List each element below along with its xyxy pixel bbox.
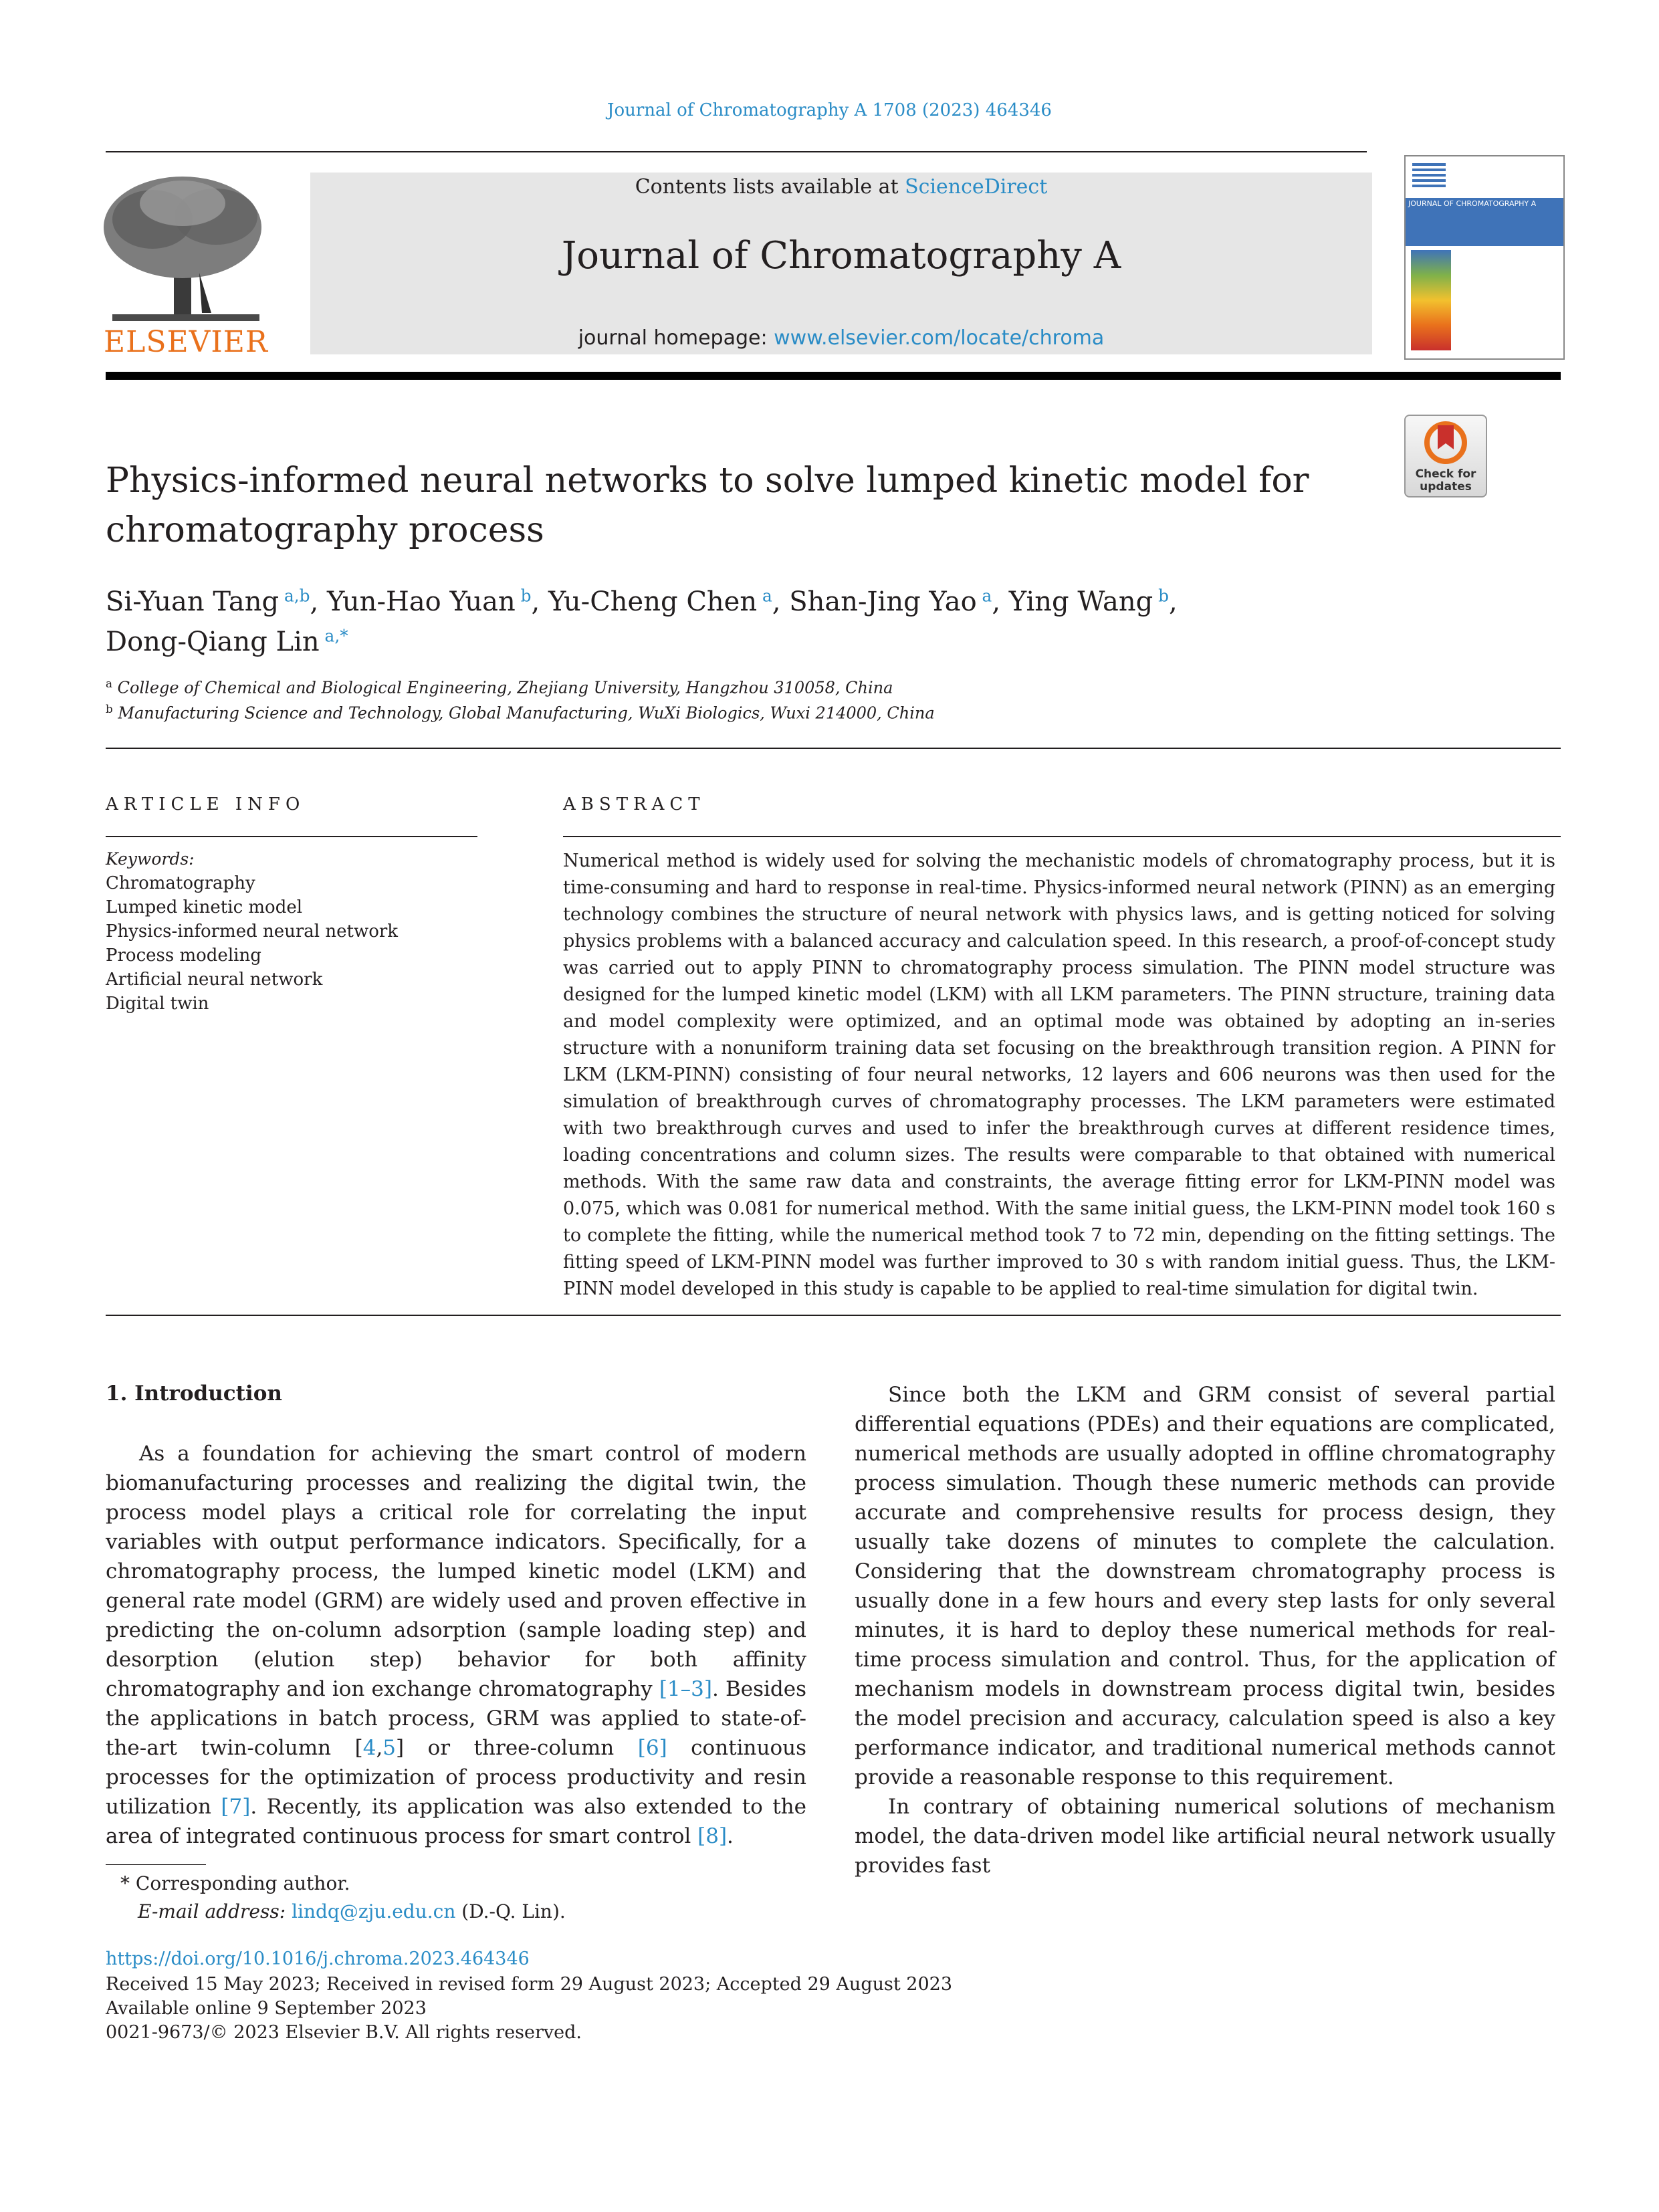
- journal-cover-image: [1404, 155, 1565, 360]
- tree-icon: [99, 173, 273, 326]
- elsevier-wordmark: ELSEVIER: [103, 325, 268, 359]
- text: . Recently, its application was also extended to the area of integrated continuous process for smart control: [106, 1795, 806, 1848]
- author-list: Si-Yuan Tang $^{a,b}$, Yun-Hao Yuan $^b$, Yu-Cheng Chen $^a$, Shan-Jing Yao $^a$, Ying Wang $^b$, Dong-Qiang Lin $^{a,*}$: [106, 586, 1178, 657]
- homepage-line: [310, 326, 1372, 350]
- footnote-rule: [106, 1864, 206, 1865]
- keyword: Artificial neural network: [106, 970, 323, 990]
- affiliation-rule: [106, 748, 1561, 749]
- intro-paragraph-1: [106, 1439, 806, 1851]
- affiliation-label: b: [106, 702, 113, 715]
- sciencedirect-link[interactable]: ScienceDirect: [905, 175, 1048, 199]
- intro-paragraph-2: Since both the LKM and GRM consist of several partial differential equations (PDEs) and their equations are complicated, numerical methods are usually adopted in offline chromatography process simulation. Though these numeric methods can provide accurate and comprehensive results for process design, they usually take dozens of minutes to complete the calculation. Considering that the downstream chromatography process is usually done in a few hours and every step lasts for only several minutes, it is hard to deploy these numerical methods for real-time process simulation and control. Thus, for the application of mechanism models in downstream process digital twin, besides the model precision and accuracy, calculation speed is also a key performance indicator, and traditional numerical methods cannot provide a reasonable response to this requirement.: [855, 1383, 1555, 1789]
- email-suffix: (D.-Q. Lin).: [461, 1900, 566, 1922]
- citation-link[interactable]: 4: [362, 1736, 376, 1760]
- received-dates: Received 15 May 2023; Received in revised form 29 August 2023; Accepted 29 August 2023: [106, 1974, 952, 1995]
- affiliation-b: [106, 702, 1176, 722]
- available-online: Available online 9 September 2023: [106, 1998, 427, 2019]
- keyword: Digital twin: [106, 994, 209, 1014]
- elsevier-logo: [99, 173, 273, 359]
- affiliation-text: College of Chemical and Biological Engineering, Zhejiang University, Hangzhou 310058, China: [117, 678, 893, 697]
- contents-line: [310, 175, 1372, 199]
- article-info-rule: [106, 836, 477, 837]
- text: continuous processes for the optimization of process productivity and resin utilization: [106, 1736, 807, 1819]
- cover-stripes: [1412, 163, 1446, 190]
- author-name: Yu-Cheng Chen: [548, 586, 758, 617]
- text: ,: [376, 1736, 383, 1760]
- affiliation-label: a: [106, 677, 113, 690]
- abstract-bottom-rule: [106, 1315, 1561, 1316]
- keyword: Chromatography: [106, 873, 255, 893]
- intro-left-column: [106, 1439, 806, 1851]
- affiliation-marker[interactable]: b: [515, 586, 532, 606]
- article-info-heading: ARTICLE INFO: [106, 794, 306, 814]
- abstract-heading: ABSTRACT: [563, 794, 705, 814]
- keyword: Lumped kinetic model: [106, 897, 303, 917]
- text: As a foundation for achieving the smart control of modern biomanufacturing processes and realizing the digital twin, the process model plays a critical role for correlating the input variables with output performance indicators. Specifically, for a chromatography process, the lumped kinetic model (LKM) and general rate model (GRM) are widely used and proven effective in predicting the on-column adsorption (sample loading step) and desorption (elution step) behavior for both affinity chromatography and ion exchange chromatography: [106, 1442, 806, 1701]
- author-name: Si-Yuan Tang: [106, 586, 280, 617]
- affiliation-marker[interactable]: a: [976, 586, 992, 606]
- affiliation-a: [106, 677, 1176, 697]
- homepage-prefix: journal homepage:: [578, 326, 768, 350]
- citation-link[interactable]: [8]: [697, 1824, 728, 1848]
- citation-link[interactable]: [1–3]: [659, 1677, 712, 1701]
- intro-paragraph-3: In contrary of obtaining numerical solutions of mechanism model, the data-driven model like artificial neural network usually provides fast: [855, 1795, 1555, 1878]
- copyright-line: 0021-9673/© 2023 Elsevier B.V. All rights reserved.: [106, 2022, 582, 2043]
- author-name: Shan-Jing Yao: [789, 586, 977, 617]
- article-title: Physics-informed neural networks to solve lumped kinetic model for chromatography process: [106, 461, 1309, 550]
- header-thick-rule: [106, 372, 1561, 380]
- keywords-label: Keywords:: [106, 849, 195, 869]
- author-name: Dong-Qiang Lin: [106, 627, 320, 657]
- affiliation-marker[interactable]: a,: [319, 626, 340, 646]
- email-link[interactable]: lindq@zju.edu.cn: [292, 1900, 456, 1922]
- cover-title: JOURNAL OF CHROMATOGRAPHY A: [1408, 199, 1537, 208]
- citation-link[interactable]: 5: [382, 1736, 397, 1760]
- corresponding-author-marker[interactable]: *: [340, 626, 348, 646]
- contents-prefix: Contents lists available at: [635, 175, 899, 199]
- doi-link[interactable]: [106, 1949, 530, 1969]
- header-rule: [106, 151, 1367, 152]
- affiliation-marker[interactable]: a: [757, 586, 772, 606]
- journal-reference[interactable]: Journal of Chromatography A 1708 (2023) 464346: [607, 100, 1052, 120]
- affiliation-marker[interactable]: b: [1153, 586, 1169, 606]
- cover-color-bars: [1411, 250, 1451, 350]
- affiliation-text: Manufacturing Science and Technology, Global Manufacturing, WuXi Biologics, Wuxi 214000, China: [118, 703, 935, 723]
- abstract-rule: [563, 836, 1561, 837]
- citation-link[interactable]: [7]: [221, 1795, 251, 1819]
- email-label: E-mail address:: [138, 1900, 286, 1922]
- text: ] or three-column: [396, 1736, 638, 1760]
- journal-title: Journal of Chromatography A: [561, 234, 1121, 278]
- text: . Besides the applications in batch process, GRM was applied to state-of-the-art twin-column [: [106, 1677, 806, 1760]
- check-updates-label: Check for updates: [1415, 467, 1476, 493]
- check-for-updates-button[interactable]: [1404, 415, 1487, 497]
- keyword: Physics-informed neural network: [106, 921, 399, 942]
- affiliation-marker[interactable]: a,b: [279, 586, 310, 606]
- bookmark-icon: [1406, 416, 1486, 465]
- citation-link[interactable]: [6]: [637, 1736, 667, 1760]
- corresponding-author-note: * Corresponding author.: [120, 1872, 350, 1894]
- email-line: [138, 1900, 566, 1922]
- intro-right-column: [855, 1380, 1555, 1880]
- homepage-link[interactable]: www.elsevier.com/locate/chroma: [774, 326, 1105, 350]
- author-name: Yun-Hao Yuan: [326, 586, 516, 617]
- abstract-text: Numerical method is widely used for solving the mechanistic models of chromatography process, but it is time-consuming and hard to response in real-time. Physics-informed neural network (PINN) as an emerging technology combines the structure of neural network with physics laws, and is getting noticed for solving physics problems with a balanced accuracy and calculation speed. In this research, a proof-of-concept study was carried out to apply PINN to chromatography process simulation. The PINN model structure was designed for the lumped kinetic model (LKM) with all LKM parameters. The PINN structure, training data and model complexity were optimized, and an optimal mode was obtained by adopting an in-series structure with a nonuniform training data set focusing on the breakthrough transition region. A PINN for LKM (LKM-PINN) consisting of four neural networks, 12 layers and 606 neurons was then used for the simulation of breakthrough curves of chromatography processes. The LKM parameters were estimated with two breakthrough curves and used to infer the breakthrough curves at different residence times, loading concentrations and column sizes. The results were comparable to that obtained with numerical methods. With the same raw data and constraints, the average fitting error for LKM-PINN model was 0.075, which was 0.081 for numerical method. With the same initial guess, the LKM-PINN model took 160 s to complete the fitting, while the numerical method took 7 to 72 min, depending on the fitting settings. The fitting speed of LKM-PINN model was further improved to 30 s with random initial guess. Thus, the LKM-PINN model developed in this study is capable to be applied to real-time simulation for digital twin.: [563, 851, 1555, 1299]
- keyword: Process modeling: [106, 946, 261, 966]
- author-name: Ying Wang: [1008, 586, 1153, 617]
- section-heading-introduction: 1. Introduction: [106, 1381, 282, 1406]
- text: .: [727, 1824, 734, 1848]
- doi-link-text[interactable]: https://doi.org/10.1016/j.chroma.2023.464346: [106, 1949, 530, 1969]
